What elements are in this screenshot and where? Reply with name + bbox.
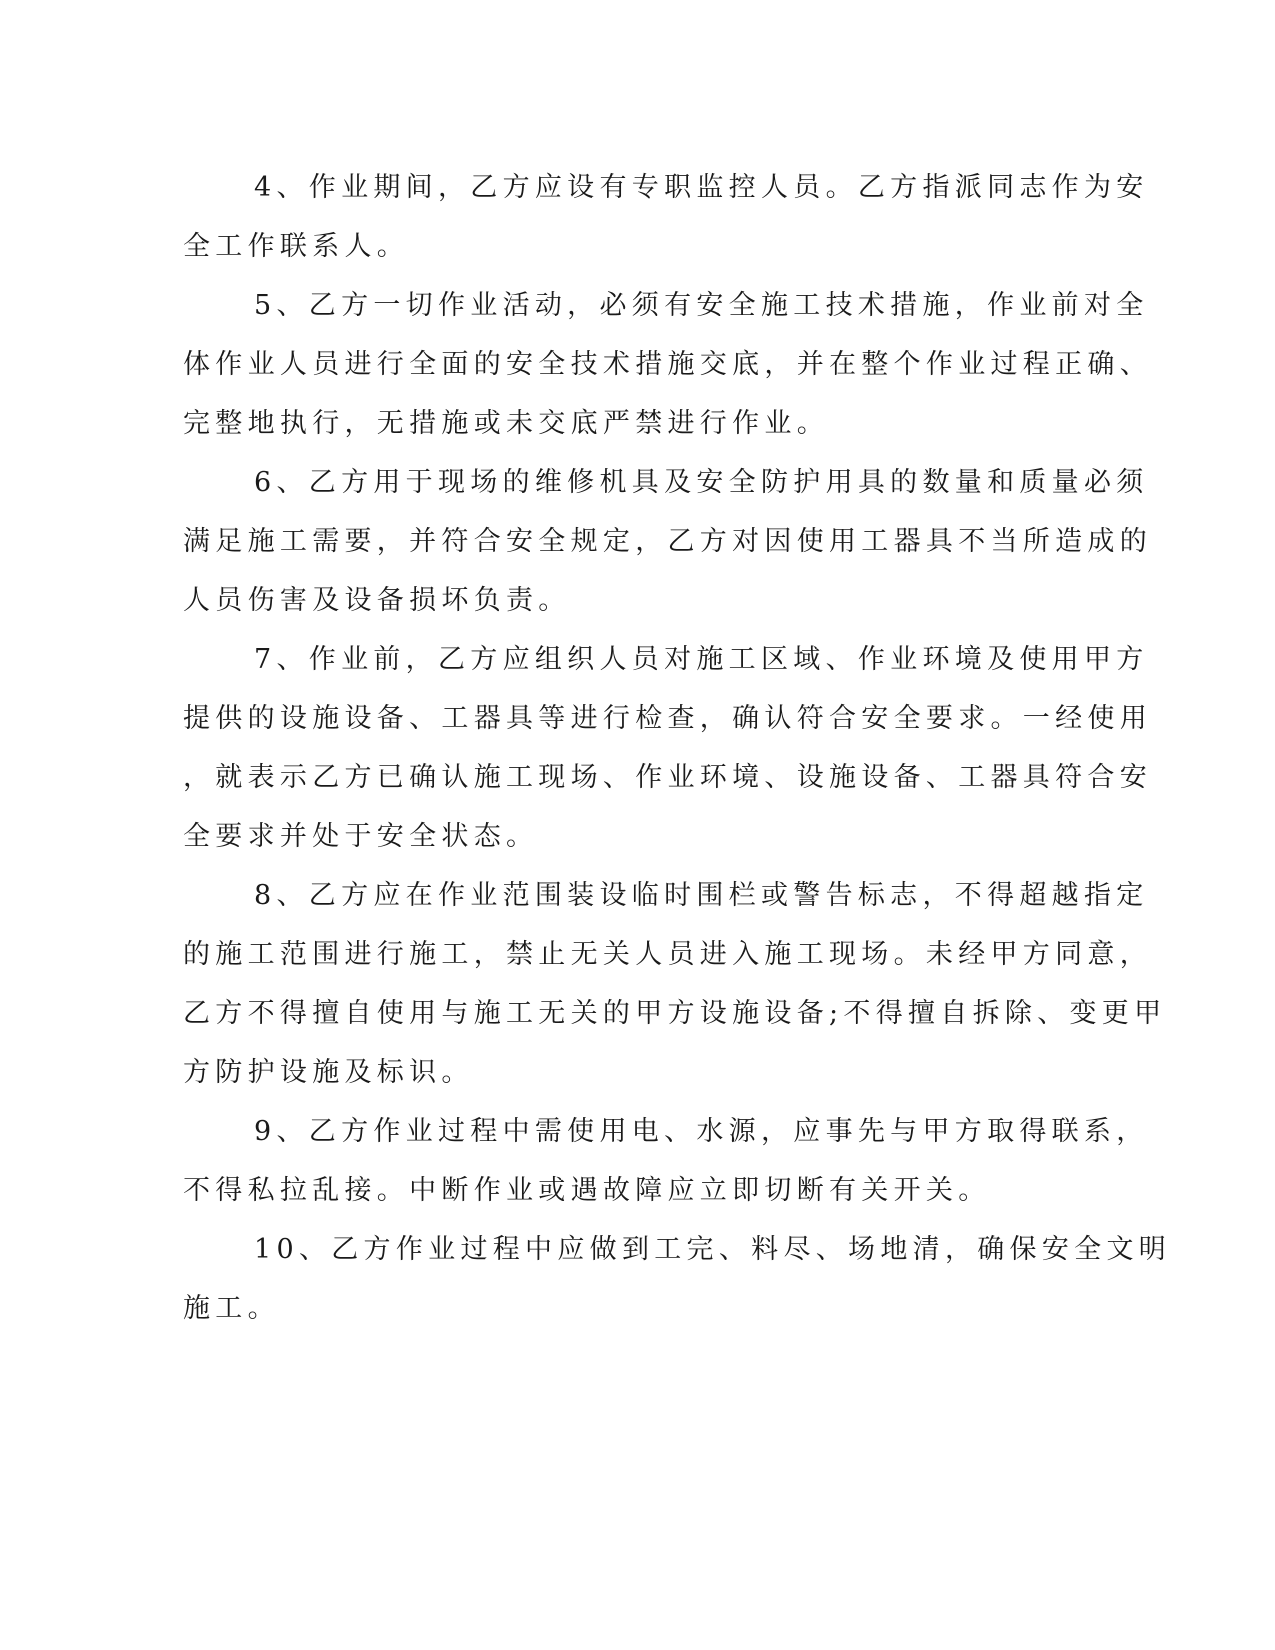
paragraph-line: 的施工范围进行施工，禁止无关人员进入施工现场。未经甲方同意， xyxy=(183,939,1152,970)
paragraph-item-8 xyxy=(183,866,1167,1102)
paragraph-line: 6、乙方用于现场的维修机具及安全防护用具的数量和质量必须 xyxy=(254,467,1149,498)
paragraph-line: 完整地执行，无措施或未交底严禁进行作业。 xyxy=(183,408,829,439)
paragraph-line: 施工。 xyxy=(183,1293,280,1324)
paragraph-line: ，就表示乙方已确认施工现场、作业环境、设施设备、工器具符合安 xyxy=(183,762,1152,793)
paragraph-item-9 xyxy=(183,1102,1149,1220)
paragraph-line: 5、乙方一切作业活动，必须有安全施工技术措施，作业前对全 xyxy=(254,290,1149,321)
document-body xyxy=(183,158,1172,1338)
paragraph-item-5 xyxy=(183,276,1152,453)
paragraph-line: 7、作业前，乙方应组织人员对施工区域、作业环境及使用甲方 xyxy=(254,644,1149,675)
paragraph-line: 方防护设施及标识。 xyxy=(183,1057,474,1088)
paragraph-line: 10、乙方作业过程中应做到工完、料尽、场地清，确保安全文明 xyxy=(254,1234,1172,1265)
paragraph-line: 不得私拉乱接。中断作业或遇故障应立即切断有关开关。 xyxy=(183,1175,991,1206)
paragraph-line: 9、乙方作业过程中需使用电、水源，应事先与甲方取得联系， xyxy=(254,1116,1149,1147)
paragraph-line: 满足施工需要，并符合安全规定，乙方对因使用工器具不当所造成的 xyxy=(183,526,1152,557)
paragraph-line: 4、作业期间，乙方应设有专职监控人员。乙方指派同志作为安 xyxy=(254,172,1149,203)
paragraph-item-7 xyxy=(183,630,1152,866)
paragraph-item-10 xyxy=(183,1220,1172,1338)
paragraph-line: 乙方不得擅自使用与施工无关的甲方设施设备;不得擅自拆除、变更甲 xyxy=(183,998,1167,1029)
paragraph-line: 体作业人员进行全面的安全技术措施交底，并在整个作业过程正确、 xyxy=(183,349,1152,380)
paragraph-line: 提供的设施设备、工器具等进行检查，确认符合安全要求。一经使用 xyxy=(183,703,1152,734)
paragraph-line: 8、乙方应在作业范围装设临时围栏或警告标志，不得超越指定 xyxy=(254,880,1149,911)
paragraph-line: 全工作联系人。 xyxy=(183,231,410,262)
paragraph-line: 全要求并处于安全状态。 xyxy=(183,821,539,852)
paragraph-item-4 xyxy=(183,158,1149,276)
paragraph-line: 人员伤害及设备损坏负责。 xyxy=(183,585,571,616)
paragraph-item-6 xyxy=(183,453,1152,630)
